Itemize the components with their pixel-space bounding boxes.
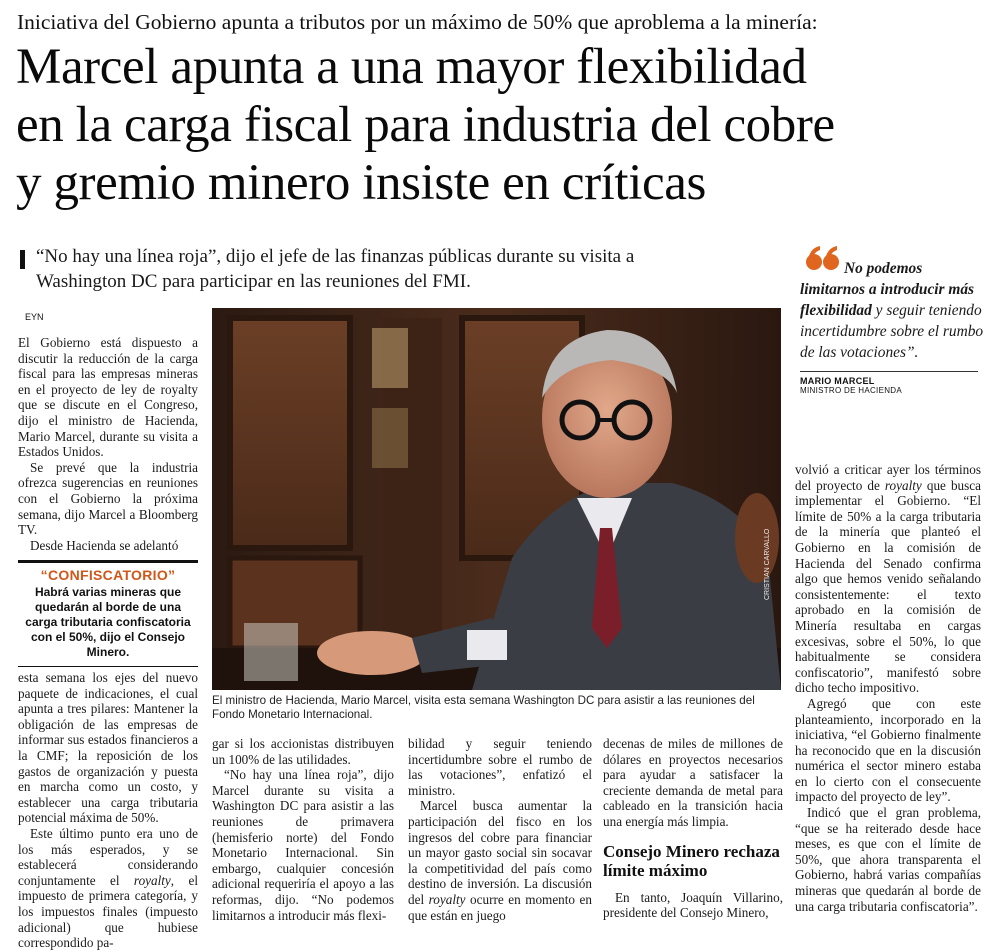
col2-paragraph-2: “No hay una línea roja”, dijo Marcel durante su visita a Washington DC para asistir a las reuniones de primavera (hemisferio norte) del Fondo Monetario Internacional. Sin embargo, cualquier concesión adicional requeriría el apoyo a las reformas, dijo. “No podemos limitarnos a introducir más flexi-: [212, 767, 394, 923]
col1-paragraph-1: [18, 335, 198, 460]
pull-quote-rest: y seguir teniendo incertidumbre sobre el rumbo de las votaciones”.: [800, 302, 984, 361]
deck-marker: [20, 250, 25, 269]
photo-mario-marcel: [212, 308, 781, 690]
pull-quote-text: [800, 258, 986, 363]
col5-p1-b: que busca implementar el Gobierno. “El límite de 50% a la carga tributaria de la minería que planteó el Gobierno en la comisión de Hacienda del Senado confirma algo que hemos venido señalando consistentemente: el texto aprobado en la comisión de Minería resultaba en cargas excesivas, sobre el 50%, lo que habitualmente se considera confiscatorio”, manifestó sobre dicho techo impositivo.: [795, 477, 981, 696]
col5-paragraph-2: Agregó que con este planteamiento, incorporado en la iniciativa, “el Gobierno finalmente ha reconocido que en la discusión numérica el sector minero estaba en lo cierto con el consecuente impacto del proyecto de ley”.: [795, 695, 981, 805]
col4-subhead: Consejo Minero rechaza límite máximo: [603, 841, 780, 880]
col1b-p2-b: , el impuesto de primera categoría, y los impuestos finales (impuesto adicional) que hubiese correspondido pa-: [18, 872, 198, 951]
sidebox-top-rule: [18, 560, 198, 563]
col1b-p2-italic: royalty: [133, 872, 171, 888]
column-3: [408, 736, 592, 923]
col5-p1-a: volvió a criticar ayer los términos del proyecto de: [795, 462, 981, 493]
photo-illustration: [212, 308, 781, 690]
headline-line-1: Marcel apunta a una mayor flexibilidad: [16, 39, 807, 95]
col3-p2-italic: royalty: [428, 891, 466, 907]
col2-paragraph-1: gar si los accionistas distribuyen un 100% de las utilidades.: [212, 736, 394, 767]
sidebox-text: Habrá varias mineras que quedarán al borde de una carga tributaria confiscatoria con el 50%, dijo el Consejo Minero.: [25, 585, 191, 659]
byline: EYN: [25, 312, 44, 322]
col1-p1-text: El Gobierno está dispuesto a discutir la reducción de la carga fiscal para las empresas mineras en el proyecto de ley de royalty que se discute en el Congreso, dijo el ministro de Hacienda, Mario Marcel, durante su visita a Estados Unidos.: [18, 335, 198, 460]
col4-paragraph-1: decenas de miles de millones de dólares en proyectos necesarios para ayudar a satisfacer la creciente demanda de metal para cableado en la transición hacia una energía más limpia.: [603, 736, 783, 829]
col5-paragraph-3: Indicó que el gran problema, “que se ha reiterado desde hace meses, es que con el límite de 50%, que ahora transparenta el Gobierno, habrá varias compañías mineras que quedarán al borde de una carga tributaria confiscatoria”.: [795, 805, 981, 914]
pull-quote-role: MINISTRO DE HACIENDA: [800, 386, 903, 395]
deck-line-2: Washington DC para participar en las reuniones del FMI.: [36, 271, 471, 292]
column-5: [795, 462, 981, 914]
photo-caption: El ministro de Hacienda, Mario Marcel, visita esta semana Washington DC para asistir a las reuniones del Fondo Monetario Internacional.: [212, 694, 755, 721]
quote-mark-icon: [806, 246, 840, 272]
col3-paragraph-1: bilidad y seguir teniendo incertidumbre sobre el rumbo de las votaciones”, enfatizó el ministro.: [408, 736, 592, 798]
column-1-top: [18, 335, 198, 553]
col3-p2-a: Marcel busca aumentar la participación del fisco en los ingresos del cobre para financiar un mayor gasto social sin socavar la competitividad del país como destino de inversión. La discusión del: [408, 798, 592, 907]
col3-p2-b: ocurre en momento en que están en juego: [408, 891, 592, 923]
col5-p1-italic: royalty: [884, 477, 922, 493]
headline-line-2: en la carga fiscal para industria del cobre: [16, 97, 835, 153]
sidebox-title: “CONFISCATORIO”: [40, 567, 176, 583]
sidebox-confiscatorio: [18, 560, 198, 667]
column-2: [212, 736, 394, 923]
col1b-p2-a: Este último punto era uno de los más esperados, y se establecerá considerando conjuntamente el: [18, 825, 198, 888]
column-1-bottom: [18, 670, 198, 951]
deck: [36, 244, 776, 294]
kicker: Iniciativa del Gobierno apunta a tributos por un máximo de 50% que aproblema a la minería:: [17, 10, 818, 34]
pull-quote-rule: [800, 371, 978, 372]
col1-paragraph-3: Desde Hacienda se adelantó: [30, 537, 179, 553]
pull-quote-author: MARIO MARCEL: [800, 376, 875, 386]
sidebox-bottom-rule: [18, 666, 198, 667]
headline-line-3: y gremio minero insiste en críticas: [16, 155, 706, 211]
col4-paragraph-2: En tanto, Joaquín Villarino, presidente del Consejo Minero,: [603, 889, 783, 921]
photo-credit: CRISTIAN CARVALLO: [764, 528, 771, 600]
col1-paragraph-2: Se prevé que la industria ofrezca sugerencias en reuniones con el Gobierno la próxima semana, dijo Marcel a Bloomberg TV.: [18, 459, 198, 538]
col1b-paragraph-2: [18, 826, 198, 951]
headline: [16, 38, 986, 212]
pull-quote-bold: No podemos limitarnos a introducir más flexibilidad: [800, 260, 975, 319]
deck-line-1: “No hay una línea roja”, dijo el jefe de las finanzas públicas durante su visita a: [36, 246, 635, 267]
col3-paragraph-2: [408, 798, 592, 923]
pull-quote: [800, 246, 986, 395]
column-4: [603, 736, 783, 921]
col1b-paragraph-1: esta semana los ejes del nuevo paquete de indicaciones, el cual apunta a tres pilares: Mantener la obligación de las empresas de informar sus estados financieros a la CMF; la reposición de los gastos de organización y puesta en marcha como un costo, y establecer una carga tributaria potencial máxima de 50%.: [18, 670, 198, 826]
col5-paragraph-1: [795, 462, 981, 696]
